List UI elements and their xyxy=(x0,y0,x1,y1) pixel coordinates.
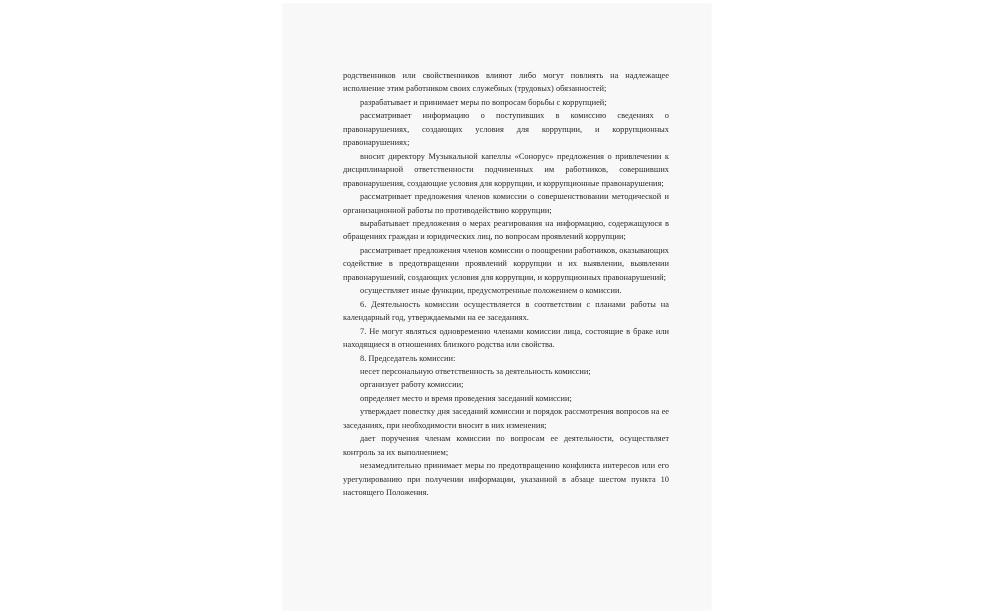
document-page xyxy=(283,4,711,610)
paragraph-chair-organizes: организует работу комиссии; xyxy=(360,380,464,390)
paragraph-item-8-heading: 8. Председатель комиссии: xyxy=(360,353,456,363)
paragraph-chair-agenda: утверждает повестку дня заседаний комиссии и порядок рассмотрения вопросов на ее заседаниях, при необходимости вносит в них изменения; xyxy=(343,407,669,430)
paragraph-review-information: рассматривает информацию о поступивших в комиссию сведениях о правонарушениях, создающих условия для коррупции, и коррупционных правонарушениях; xyxy=(343,111,669,148)
paragraph-item-6: 6. Деятельность комиссии осуществляется в соответствии с планами работы на календарный год, утверждаемыми на ее заседаниях. xyxy=(343,299,669,323)
paragraph-methodical-work: рассматривает предложения членов комиссии о совершенствовании методической и организационной работы по противодействию коррупции; xyxy=(343,192,669,215)
paragraph-chair-instructions: дает поручения членам комиссии по вопросам ее деятельности, осуществляет контроль за их выполнением; xyxy=(343,434,669,457)
paragraph-item-7: 7. Не могут являться одновременно членами комиссии лица, состоящие в браке или находящиеся в отношениях близкого родства или свойства. xyxy=(343,326,669,350)
document-body xyxy=(343,69,669,500)
paragraph-disciplinary-proposals: вносит директору Музыкальной капеллы «Сонорус» предложения о привлечении к дисциплинарной ответственности подчиненных им работников, совершивших правонарушения, создающие условия для коррупции, и коррупционные правонарушения; xyxy=(343,151,669,188)
paragraph-chair-responsibility: несет персональную ответственность за деятельность комиссии; xyxy=(360,366,591,376)
paragraph-other-functions: осуществляет иные функции, предусмотренные положением о комиссии. xyxy=(360,286,622,296)
paragraph-continuation: родственников или свойственников влияют либо могут повлиять на надлежащее исполнение этим работником своих служебных (трудовых) обязанностей; xyxy=(343,71,669,94)
paragraph-chair-schedules: определяет место и время проведения заседаний комиссии; xyxy=(360,393,572,403)
paragraph-encouragement: рассматривает предложения членов комиссии о поощрении работников, оказывающих содействие в предотвращении проявлений коррупции и их выявлении, выявлении правонарушений, создающих условия для коррупции, и коррупционных правонарушений; xyxy=(343,245,669,282)
paragraph-chair-conflict: незамедлительно принимает меры по предотвращению конфликта интересов или его урегулированию при получении информации, указанной в абзаце шестом пункта 10 настоящего Положения. xyxy=(343,461,669,498)
paragraph-response-measures: вырабатывает предложения о мерах реагирования на информацию, содержащуюся в обращениях граждан и юридических лиц, по вопросам проявлений коррупции; xyxy=(343,218,669,242)
paragraph-anticorruption-measures: разрабатывает и принимает меры по вопросам борьбы с коррупцией; xyxy=(360,97,607,107)
